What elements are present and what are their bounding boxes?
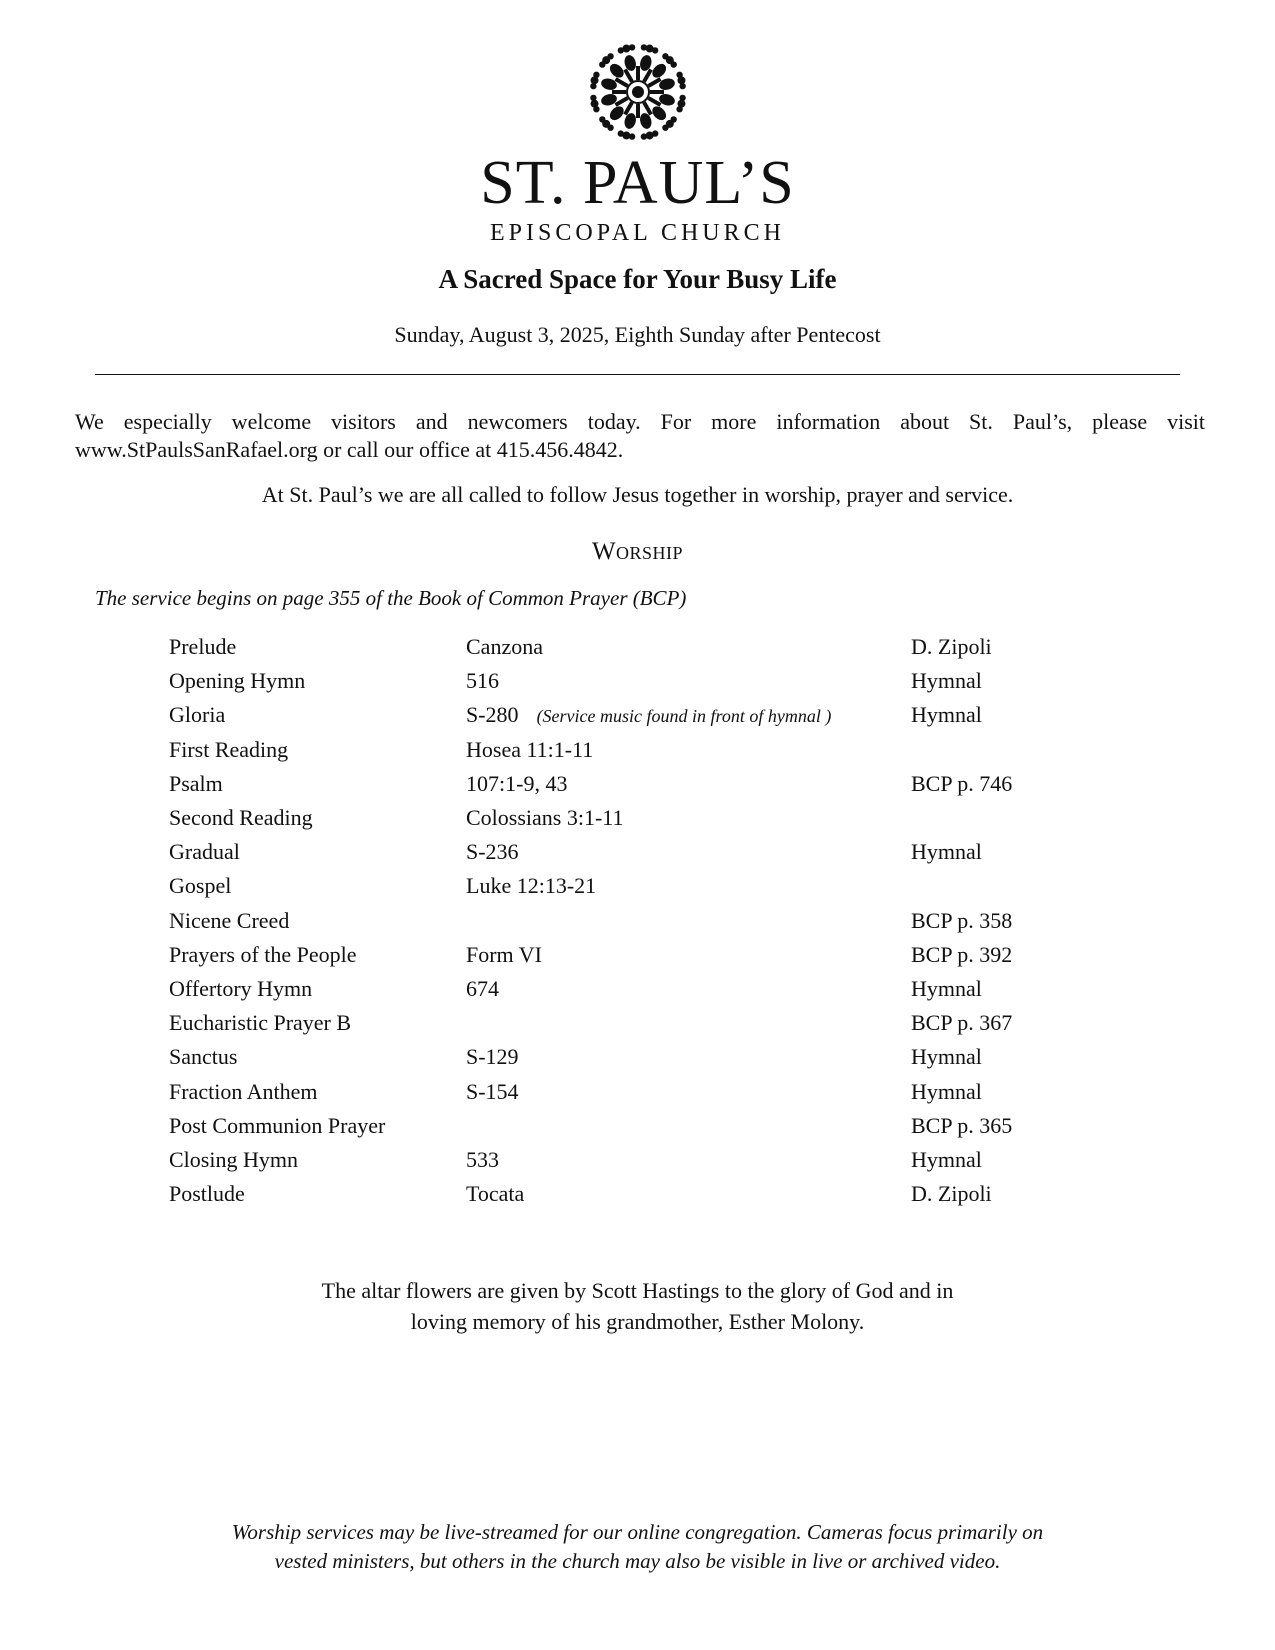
service-part: Gloria bbox=[169, 702, 226, 728]
service-part: Fraction Anthem bbox=[169, 1078, 318, 1104]
service-row bbox=[0, 871, 1275, 901]
service-source: Hymnal bbox=[911, 1044, 982, 1070]
service-source: BCP p. 392 bbox=[911, 941, 1013, 967]
service-detail-cell bbox=[466, 871, 596, 901]
service-row bbox=[0, 1008, 1275, 1038]
disclaimer-line-2: vested ministers, but others in the church may also be visible in live or archived video. bbox=[274, 1549, 1001, 1573]
service-source: BCP p. 367 bbox=[911, 1010, 1013, 1036]
service-row bbox=[0, 632, 1275, 662]
altar-flowers-dedication bbox=[0, 1275, 1275, 1337]
tagline: A Sacred Space for Your Busy Life bbox=[438, 264, 837, 294]
service-part: Prayers of the People bbox=[169, 941, 357, 967]
service-row bbox=[0, 974, 1275, 1004]
church-name: ST. PAUL’S bbox=[480, 149, 795, 217]
service-detail: 674 bbox=[466, 976, 499, 1001]
service-detail: Form VI bbox=[466, 941, 542, 967]
service-part: Second Reading bbox=[169, 805, 313, 830]
service-detail: Colossians 3:1-11 bbox=[466, 805, 624, 830]
service-source: BCP p. 358 bbox=[911, 907, 1013, 933]
service-detail-cell bbox=[466, 1145, 499, 1175]
service-source: Hymnal bbox=[911, 1147, 982, 1172]
dedication-line-2: loving memory of his grandmother, Esther Molony. bbox=[410, 1309, 865, 1334]
service-row bbox=[0, 1111, 1275, 1141]
service-source: Hymnal bbox=[911, 839, 982, 865]
service-source: Hymnal bbox=[911, 702, 982, 728]
service-detail: Canzona bbox=[466, 634, 543, 659]
service-detail: Hosea 11:1-11 bbox=[466, 736, 594, 762]
service-detail-cell bbox=[466, 769, 567, 799]
service-detail-cell bbox=[466, 666, 499, 696]
service-detail-cell bbox=[466, 1042, 519, 1072]
service-part: Sanctus bbox=[169, 1044, 238, 1070]
service-source: Hymnal bbox=[911, 1078, 982, 1104]
service-part: Psalm bbox=[169, 770, 223, 796]
service-detail-cell bbox=[466, 940, 542, 970]
service-row bbox=[0, 1145, 1275, 1175]
service-source: BCP p. 365 bbox=[911, 1112, 1013, 1138]
worship-heading: Worship bbox=[591, 538, 684, 565]
service-note: (Service music found in front of hymnal ) bbox=[536, 706, 832, 727]
church-subtitle: EPISCOPAL CHURCH bbox=[490, 220, 785, 246]
service-detail-cell bbox=[466, 735, 593, 765]
dedication-line-1: The altar flowers are given by Scott Hastings to the glory of God and in bbox=[321, 1278, 954, 1303]
service-detail: Tocata bbox=[466, 1181, 525, 1207]
service-part: Offertory Hymn bbox=[169, 976, 313, 1001]
service-part: Nicene Creed bbox=[169, 907, 290, 933]
service-part: Post Communion Prayer bbox=[169, 1112, 386, 1138]
service-row bbox=[0, 940, 1275, 970]
service-row bbox=[0, 803, 1275, 833]
welcome-paragraph bbox=[75, 408, 1205, 464]
service-part: Gospel bbox=[169, 873, 232, 899]
service-detail: 107:1-9, 43 bbox=[466, 770, 568, 796]
livestream-disclaimer bbox=[0, 1518, 1275, 1576]
service-detail-cell bbox=[466, 837, 519, 867]
bcp-note: The service begins on page 355 of the Book of Common Prayer (BCP) bbox=[95, 586, 687, 610]
service-source: Hymnal bbox=[911, 668, 982, 694]
service-row bbox=[0, 700, 1275, 730]
service-detail: S-236 bbox=[466, 839, 519, 865]
welcome-line-1: We especially welcome visitors and newcomers today. For more information about St. Paul’s, please visit bbox=[75, 409, 1205, 434]
service-detail: S-154 bbox=[466, 1078, 519, 1104]
service-row bbox=[0, 837, 1275, 867]
service-row bbox=[0, 1077, 1275, 1107]
service-source: D. Zipoli bbox=[911, 634, 992, 659]
rose-window-icon bbox=[586, 40, 690, 144]
service-row bbox=[0, 1042, 1275, 1072]
service-date: Sunday, August 3, 2025, Eighth Sunday after Pentecost bbox=[394, 322, 881, 347]
service-detail: S-129 bbox=[466, 1044, 519, 1070]
service-detail-cell bbox=[466, 1179, 524, 1209]
service-part: Prelude bbox=[169, 634, 237, 659]
service-detail-cell bbox=[466, 803, 623, 833]
service-source: Hymnal bbox=[911, 976, 982, 1001]
disclaimer-line-1: Worship services may be live-streamed for our online congregation. Cameras focus primarily on bbox=[231, 1520, 1044, 1544]
service-row bbox=[0, 1179, 1275, 1209]
service-detail: Luke 12:13-21 bbox=[466, 873, 597, 899]
service-detail-cell bbox=[466, 632, 543, 662]
service-row bbox=[0, 666, 1275, 696]
service-row bbox=[0, 906, 1275, 936]
divider-line bbox=[95, 374, 1180, 375]
service-detail-cell bbox=[466, 700, 831, 731]
service-part: Postlude bbox=[169, 1181, 245, 1207]
service-part: Gradual bbox=[169, 839, 240, 865]
service-part: Eucharistic Prayer B bbox=[169, 1010, 352, 1036]
service-part: Opening Hymn bbox=[169, 668, 306, 694]
service-source: D. Zipoli bbox=[911, 1181, 992, 1207]
service-detail-cell bbox=[466, 1077, 519, 1107]
service-detail: S-280 bbox=[466, 702, 519, 728]
service-row bbox=[0, 769, 1275, 799]
service-detail: 516 bbox=[466, 668, 499, 694]
service-detail-cell bbox=[466, 974, 499, 1004]
website-and-phone[interactable]: www.StPaulsSanRafael.org or call our office at 415.456.4842. bbox=[75, 437, 624, 462]
service-part: First Reading bbox=[169, 736, 289, 762]
service-detail: 533 bbox=[466, 1147, 499, 1172]
mission-statement: At St. Paul’s we are all called to follow Jesus together in worship, prayer and service. bbox=[261, 482, 1014, 507]
service-part: Closing Hymn bbox=[169, 1147, 298, 1172]
service-row bbox=[0, 735, 1275, 765]
service-source: BCP p. 746 bbox=[911, 770, 1013, 796]
